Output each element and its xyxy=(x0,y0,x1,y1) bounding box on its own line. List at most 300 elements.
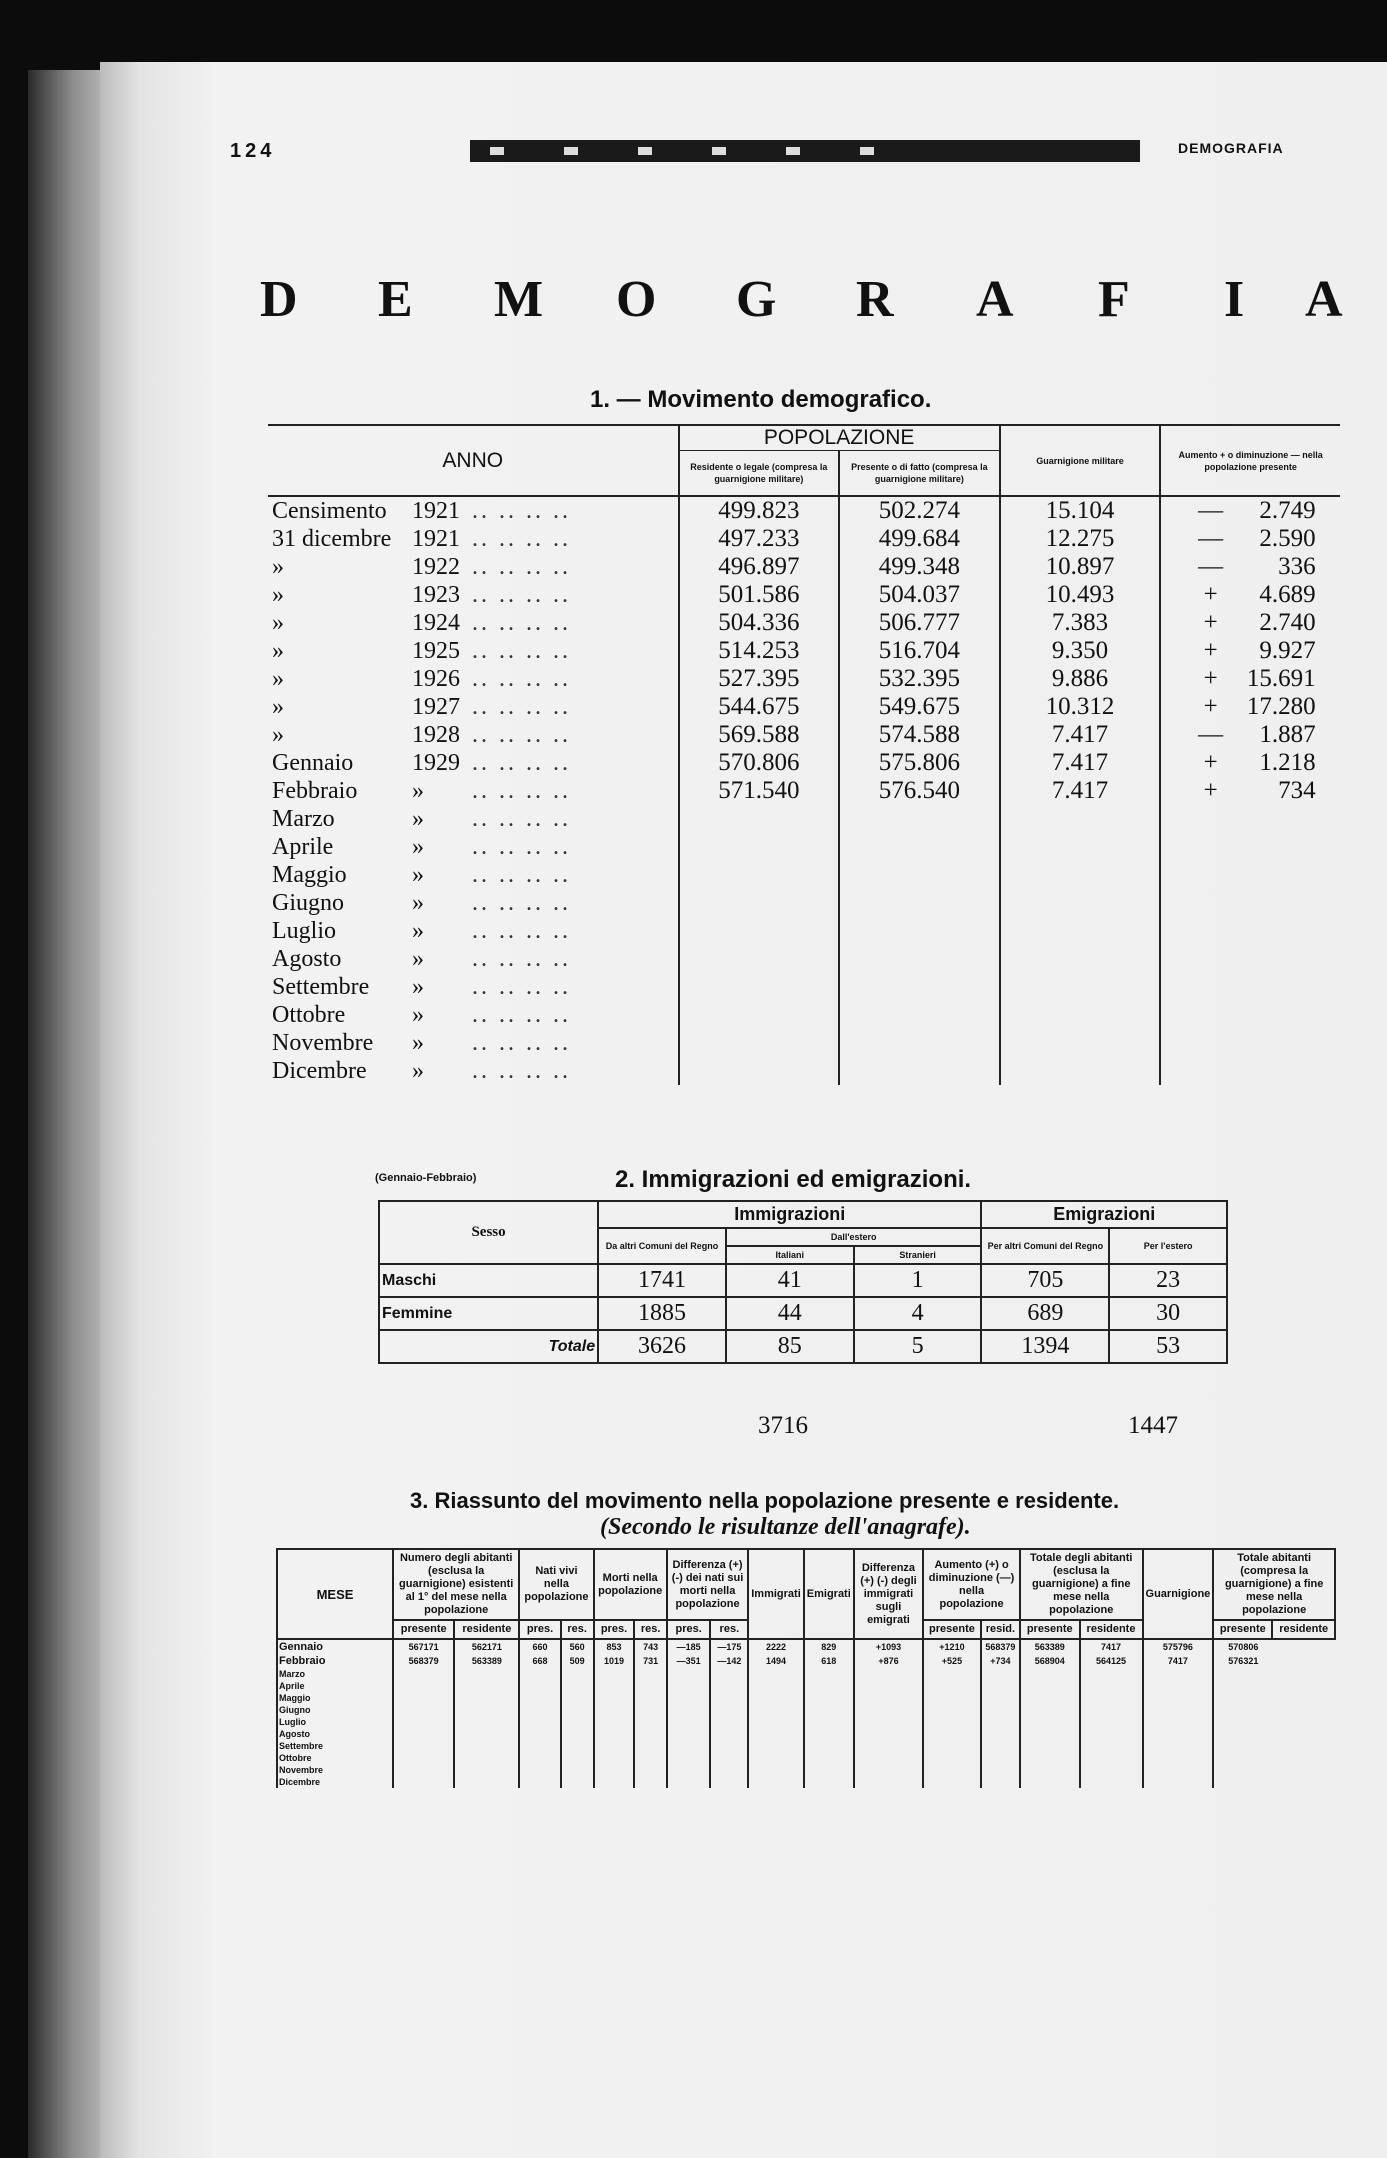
presente-cell: 516.704 xyxy=(839,637,1000,665)
aumento-cell xyxy=(1160,1029,1340,1057)
empty-cell xyxy=(1020,1776,1080,1788)
document-page xyxy=(100,62,1387,2158)
empty-cell xyxy=(634,1764,666,1776)
guarnigione-cell: 9.350 xyxy=(1000,637,1161,665)
table-row xyxy=(268,805,1340,833)
empty-cell xyxy=(748,1692,804,1704)
empty-cell xyxy=(1080,1668,1143,1680)
sub-presente: presente xyxy=(393,1620,454,1639)
aumento-sign: — xyxy=(1198,553,1224,580)
table-row xyxy=(268,973,1340,1001)
aumento-cell xyxy=(1160,665,1340,693)
value-cell: 668 xyxy=(519,1654,560,1668)
empty-cell xyxy=(1080,1752,1143,1764)
aumento-value: 734 xyxy=(1278,777,1316,804)
running-header: DEMOGRAFIA xyxy=(1178,140,1284,156)
empty-cell xyxy=(748,1752,804,1764)
empty-cell xyxy=(923,1692,981,1704)
anno-cell xyxy=(268,861,679,889)
residente-cell: 501.586 xyxy=(679,581,840,609)
value-cell: 509 xyxy=(561,1654,594,1668)
title-letter: F xyxy=(1098,271,1130,328)
col-popolazione: POPOLAZIONE xyxy=(679,425,1000,451)
row-label: Luglio xyxy=(272,918,336,944)
empty-cell xyxy=(804,1680,854,1692)
guarnigione-cell: 10.312 xyxy=(1000,693,1161,721)
row-dots: .. .. .. .. xyxy=(472,694,571,720)
empty-cell xyxy=(1213,1668,1272,1680)
empty-cell xyxy=(710,1776,748,1788)
col-da-comuni: Da altri Comuni del Regno xyxy=(598,1228,726,1264)
empty-cell xyxy=(667,1752,711,1764)
value-cell: —175 xyxy=(710,1639,748,1654)
residente-cell xyxy=(679,1057,840,1085)
value-cell: +1093 xyxy=(854,1639,923,1654)
empty-cell xyxy=(854,1740,923,1752)
value-cell: 568379 xyxy=(393,1654,454,1668)
value-cell: —142 xyxy=(710,1654,748,1668)
residente-cell: 497.233 xyxy=(679,525,840,553)
aumento-value: 1.218 xyxy=(1259,749,1316,776)
residente-cell xyxy=(679,805,840,833)
empty-cell xyxy=(804,1668,854,1680)
empty-cell xyxy=(519,1752,560,1764)
empty-cell xyxy=(393,1680,454,1692)
residente-cell xyxy=(679,861,840,889)
empty-cell xyxy=(1020,1680,1080,1692)
value-cell: 7417 xyxy=(1080,1639,1143,1654)
month-label: Marzo xyxy=(277,1668,393,1680)
empty-cell xyxy=(981,1752,1020,1764)
anno-cell xyxy=(268,889,679,917)
sex-label: Totale xyxy=(379,1330,598,1363)
guarnigione-cell: 12.275 xyxy=(1000,525,1161,553)
empty-cell xyxy=(981,1680,1020,1692)
table-row xyxy=(277,1752,1335,1764)
presente-cell: 574.588 xyxy=(839,721,1000,749)
aumento-sign: + xyxy=(1203,665,1218,692)
aumento-cell xyxy=(1160,609,1340,637)
aumento-cell xyxy=(1160,749,1340,777)
residente-cell: 570.806 xyxy=(679,749,840,777)
aumento-cell xyxy=(1160,553,1340,581)
month-label: Aprile xyxy=(277,1680,393,1692)
aumento-value: 2.749 xyxy=(1259,497,1316,524)
presente-cell xyxy=(839,805,1000,833)
empty-cell xyxy=(1080,1716,1143,1728)
row-label: » xyxy=(272,666,284,692)
empty-cell xyxy=(634,1740,666,1752)
empty-cell xyxy=(923,1680,981,1692)
empty-cell xyxy=(634,1680,666,1692)
table-row xyxy=(379,1264,1227,1297)
row-dots: .. .. .. .. xyxy=(472,862,571,888)
scan-border-top xyxy=(0,0,1387,62)
empty-cell xyxy=(393,1776,454,1788)
empty-cell xyxy=(854,1668,923,1680)
guarnigione-cell xyxy=(1000,945,1161,973)
empty-cell xyxy=(561,1776,594,1788)
row-label: Settembre xyxy=(272,974,370,1000)
empty-cell xyxy=(1213,1728,1272,1740)
empty-cell xyxy=(1143,1692,1214,1704)
empty-cell xyxy=(981,1668,1020,1680)
guarnigione-cell xyxy=(1000,805,1161,833)
value-cell: +1210 xyxy=(923,1639,981,1654)
residente-cell: 544.675 xyxy=(679,693,840,721)
guarnigione-cell xyxy=(1000,917,1161,945)
guarnigione-cell: 9.886 xyxy=(1000,665,1161,693)
value-cell: 563389 xyxy=(454,1654,519,1668)
empty-cell xyxy=(981,1776,1020,1788)
value-cell: 85 xyxy=(726,1330,854,1363)
col-diff-migr: Differenza (+) (-) degli immigrati sugli emigrati xyxy=(854,1549,923,1639)
empty-cell xyxy=(854,1764,923,1776)
aumento-cell xyxy=(1160,777,1340,805)
empty-cell xyxy=(854,1776,923,1788)
row-year: » xyxy=(412,890,424,916)
table-row xyxy=(268,553,1340,581)
empty-cell xyxy=(710,1716,748,1728)
empty-cell xyxy=(981,1716,1020,1728)
table-row xyxy=(268,1029,1340,1057)
aumento-value: 17.280 xyxy=(1246,693,1316,720)
empty-cell xyxy=(1020,1728,1080,1740)
table-row xyxy=(268,525,1340,553)
table-row xyxy=(268,1057,1340,1085)
row-year: » xyxy=(412,918,424,944)
empty-cell xyxy=(454,1764,519,1776)
empty-cell xyxy=(854,1704,923,1716)
empty-cell xyxy=(634,1776,666,1788)
col-aumento-3: Aumento (+) o diminuzione (—) nella popolazione xyxy=(923,1549,1020,1620)
row-dots: .. .. .. .. xyxy=(472,526,571,552)
empty-cell xyxy=(594,1764,635,1776)
empty-cell xyxy=(1080,1728,1143,1740)
col-differenza: Differenza (+) (-) dei nati sui morti nella popolazione xyxy=(667,1549,748,1620)
empty-cell xyxy=(1213,1764,1272,1776)
row-dots: .. .. .. .. xyxy=(472,974,571,1000)
row-label: Novembre xyxy=(272,1030,374,1056)
table-row xyxy=(268,693,1340,721)
value-cell: +876 xyxy=(854,1654,923,1668)
anno-cell xyxy=(268,609,679,637)
presente-cell xyxy=(839,1057,1000,1085)
empty-cell xyxy=(1020,1668,1080,1680)
empty-cell xyxy=(519,1668,560,1680)
sub-presente: presente xyxy=(1020,1620,1080,1639)
row-dots: .. .. .. .. xyxy=(472,946,571,972)
empty-cell xyxy=(748,1728,804,1740)
empty-cell xyxy=(1213,1776,1272,1788)
empty-cell xyxy=(594,1704,635,1716)
empty-cell xyxy=(454,1752,519,1764)
empty-cell xyxy=(519,1728,560,1740)
row-label: » xyxy=(272,610,284,636)
anno-cell xyxy=(268,581,679,609)
col-totale-comp: Totale abitanti (compresa la guarnigione) a fine mese nella popolazione xyxy=(1213,1549,1335,1620)
empty-cell xyxy=(804,1776,854,1788)
table-row xyxy=(268,721,1340,749)
value-cell: 689 xyxy=(981,1297,1109,1330)
col-sesso: Sesso xyxy=(379,1201,598,1264)
guarnigione-cell xyxy=(1000,1057,1161,1085)
title-letter: O xyxy=(616,271,657,328)
empty-cell xyxy=(634,1668,666,1680)
empty-cell xyxy=(804,1752,854,1764)
empty-cell xyxy=(561,1716,594,1728)
col-aumento: Aumento + o diminuzione — nella popolazione presente xyxy=(1160,425,1340,496)
empty-cell xyxy=(667,1776,711,1788)
anno-cell xyxy=(268,1057,679,1085)
table-row xyxy=(268,889,1340,917)
month-label: Gennaio xyxy=(277,1639,393,1654)
row-dots: .. .. .. .. xyxy=(472,722,571,748)
empty-cell xyxy=(1213,1704,1272,1716)
value-cell: 576321 xyxy=(1213,1654,1272,1668)
empty-cell xyxy=(594,1680,635,1692)
guarnigione-cell: 7.383 xyxy=(1000,609,1161,637)
month-label: Luglio xyxy=(277,1716,393,1728)
row-label: » xyxy=(272,638,284,664)
empty-cell xyxy=(854,1680,923,1692)
empty-cell xyxy=(561,1752,594,1764)
row-year: 1924 xyxy=(412,610,460,636)
empty-cell xyxy=(594,1716,635,1728)
presente-cell xyxy=(839,833,1000,861)
total-emigrazioni: 1447 xyxy=(1128,1412,1178,1439)
row-dots: .. .. .. .. xyxy=(472,778,571,804)
empty-cell xyxy=(667,1728,711,1740)
empty-cell xyxy=(393,1728,454,1740)
table-row xyxy=(268,581,1340,609)
table-row xyxy=(277,1776,1335,1788)
residente-cell: 499.823 xyxy=(679,496,840,525)
empty-cell xyxy=(1080,1692,1143,1704)
aumento-cell xyxy=(1160,581,1340,609)
table-row xyxy=(277,1740,1335,1752)
empty-cell xyxy=(748,1680,804,1692)
anno-cell xyxy=(268,553,679,581)
empty-cell xyxy=(710,1728,748,1740)
table-row xyxy=(379,1330,1227,1363)
presente-cell: 576.540 xyxy=(839,777,1000,805)
row-label: Aprile xyxy=(272,834,334,860)
value-cell: 23 xyxy=(1109,1264,1227,1297)
value-cell: 2222 xyxy=(748,1639,804,1654)
aumento-cell xyxy=(1160,945,1340,973)
anno-cell xyxy=(268,496,679,525)
empty-cell xyxy=(1143,1704,1214,1716)
aumento-sign: + xyxy=(1203,609,1218,636)
empty-cell xyxy=(804,1728,854,1740)
empty-cell xyxy=(1080,1704,1143,1716)
row-dots: .. .. .. .. xyxy=(472,498,571,524)
aumento-value: 336 xyxy=(1278,553,1316,580)
presente-cell: 506.777 xyxy=(839,609,1000,637)
aumento-value: 4.689 xyxy=(1259,581,1316,608)
empty-cell xyxy=(981,1704,1020,1716)
empty-cell xyxy=(923,1668,981,1680)
residente-cell xyxy=(679,1029,840,1057)
table-row xyxy=(268,609,1340,637)
empty-cell xyxy=(519,1776,560,1788)
value-cell: 4 xyxy=(854,1297,982,1330)
empty-cell xyxy=(454,1692,519,1704)
col-guarnigione: Guarnigione militare xyxy=(1000,425,1161,496)
aumento-sign: + xyxy=(1203,581,1218,608)
row-label: Censimento xyxy=(272,498,387,524)
table-row xyxy=(277,1704,1335,1716)
aumento-cell xyxy=(1160,833,1340,861)
row-label: » xyxy=(272,582,284,608)
table-row xyxy=(277,1668,1335,1680)
value-cell: 1019 xyxy=(594,1654,635,1668)
row-year: » xyxy=(412,862,424,888)
value-cell: 1494 xyxy=(748,1654,804,1668)
row-dots: .. .. .. .. xyxy=(472,1058,571,1084)
col-immigrazioni: Immigrazioni xyxy=(598,1201,981,1228)
col-italiani: Italiani xyxy=(726,1246,854,1264)
empty-cell xyxy=(804,1740,854,1752)
empty-cell xyxy=(519,1680,560,1692)
presente-cell xyxy=(839,945,1000,973)
title-letter: M xyxy=(494,271,544,328)
col-mese: MESE xyxy=(277,1549,393,1639)
empty-cell xyxy=(923,1704,981,1716)
empty-cell xyxy=(393,1692,454,1704)
table-row xyxy=(277,1639,1335,1654)
empty-cell xyxy=(393,1668,454,1680)
month-label: Febbraio xyxy=(277,1654,393,1668)
table-row xyxy=(268,496,1340,525)
presente-cell: 502.274 xyxy=(839,496,1000,525)
aumento-sign: — xyxy=(1198,525,1224,552)
col-immigrati: Immigrati xyxy=(748,1549,804,1639)
empty-cell xyxy=(1143,1680,1214,1692)
aumento-sign: + xyxy=(1203,693,1218,720)
anno-cell xyxy=(268,665,679,693)
value-cell: 567171 xyxy=(393,1639,454,1654)
empty-cell xyxy=(1143,1752,1214,1764)
empty-cell xyxy=(454,1668,519,1680)
anno-cell xyxy=(268,1001,679,1029)
col-estero: Dall'estero xyxy=(726,1228,982,1246)
immigrazioni-table xyxy=(378,1200,1228,1364)
table3-subtitle: (Secondo le risultanze dell'anagrafe). xyxy=(600,1514,971,1540)
residente-cell: 504.336 xyxy=(679,609,840,637)
row-label: » xyxy=(272,722,284,748)
empty-cell xyxy=(854,1692,923,1704)
empty-cell xyxy=(1020,1764,1080,1776)
table-row xyxy=(268,1001,1340,1029)
col-emigrati: Emigrati xyxy=(804,1549,854,1639)
empty-cell xyxy=(710,1752,748,1764)
aumento-cell xyxy=(1160,1057,1340,1085)
row-dots: .. .. .. .. xyxy=(472,1030,571,1056)
row-year: 1928 xyxy=(412,722,460,748)
empty-cell xyxy=(634,1692,666,1704)
sub-residente: residente xyxy=(1272,1620,1335,1639)
empty-cell xyxy=(519,1692,560,1704)
month-label: Maggio xyxy=(277,1692,393,1704)
empty-cell xyxy=(710,1680,748,1692)
residente-cell xyxy=(679,917,840,945)
empty-cell xyxy=(1213,1752,1272,1764)
col-residente: Residente o legale (compresa la guarnigione militare) xyxy=(679,451,840,497)
month-label: Novembre xyxy=(277,1764,393,1776)
guarnigione-cell xyxy=(1000,861,1161,889)
title-letter: R xyxy=(856,271,894,328)
empty-cell xyxy=(393,1740,454,1752)
row-dots: .. .. .. .. xyxy=(472,638,571,664)
value-cell: 829 xyxy=(804,1639,854,1654)
aumento-sign: — xyxy=(1198,497,1224,524)
row-label: Febbraio xyxy=(272,778,358,804)
sub-res: res. xyxy=(710,1620,748,1639)
guarnigione-cell xyxy=(1000,1029,1161,1057)
empty-cell xyxy=(561,1764,594,1776)
sub-res: res. xyxy=(561,1620,594,1639)
empty-cell xyxy=(710,1764,748,1776)
title-letter: A xyxy=(1305,271,1343,328)
presente-cell: 499.684 xyxy=(839,525,1000,553)
value-cell: 564125 xyxy=(1080,1654,1143,1668)
empty-cell xyxy=(1020,1692,1080,1704)
empty-cell xyxy=(667,1692,711,1704)
value-cell: 3626 xyxy=(598,1330,726,1363)
value-cell: 1 xyxy=(854,1264,982,1297)
empty-cell xyxy=(854,1752,923,1764)
row-year: 1925 xyxy=(412,638,460,664)
row-year: » xyxy=(412,806,424,832)
empty-cell xyxy=(923,1764,981,1776)
aumento-sign: + xyxy=(1203,637,1218,664)
empty-cell xyxy=(1143,1728,1214,1740)
month-label: Settembre xyxy=(277,1740,393,1752)
value-cell: 53 xyxy=(1109,1330,1227,1363)
empty-cell xyxy=(561,1728,594,1740)
empty-cell xyxy=(561,1668,594,1680)
value-cell: 570806 xyxy=(1213,1639,1272,1654)
row-dots: .. .. .. .. xyxy=(472,806,571,832)
empty-cell xyxy=(454,1740,519,1752)
value-cell: 731 xyxy=(634,1654,666,1668)
empty-cell xyxy=(454,1716,519,1728)
row-year: » xyxy=(412,974,424,1000)
month-label: Dicembre xyxy=(277,1776,393,1788)
value-cell: 44 xyxy=(726,1297,854,1330)
empty-cell xyxy=(594,1692,635,1704)
empty-cell xyxy=(594,1752,635,1764)
residente-cell xyxy=(679,833,840,861)
anno-cell xyxy=(268,693,679,721)
empty-cell xyxy=(1143,1740,1214,1752)
sub-presente: presente xyxy=(1213,1620,1272,1639)
value-cell: 660 xyxy=(519,1639,560,1654)
aumento-cell xyxy=(1160,973,1340,1001)
decorative-header-band xyxy=(470,140,1140,162)
scan-border-left xyxy=(28,70,100,2158)
value-cell: 568904 xyxy=(1020,1654,1080,1668)
empty-cell xyxy=(710,1704,748,1716)
empty-cell xyxy=(748,1704,804,1716)
row-dots: .. .. .. .. xyxy=(472,918,571,944)
empty-cell xyxy=(1213,1716,1272,1728)
table-row xyxy=(277,1716,1335,1728)
row-label: Agosto xyxy=(272,946,342,972)
riassunto-table xyxy=(276,1548,1336,1788)
